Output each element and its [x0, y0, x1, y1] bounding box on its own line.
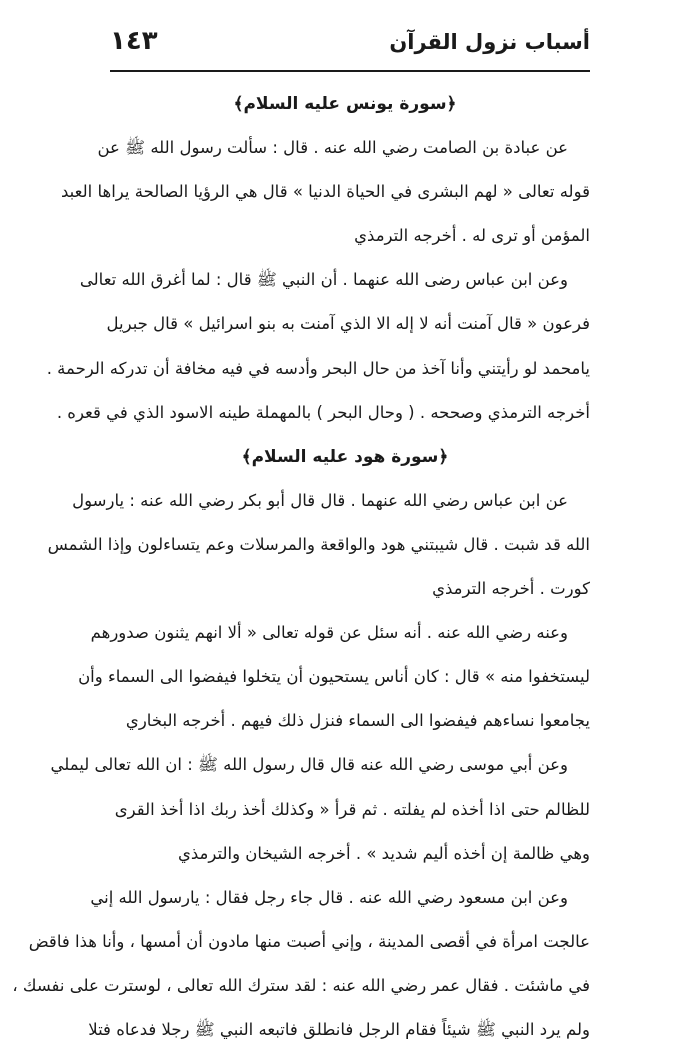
text-line: وعن ابن مسعود رضي الله عنه . قال جاء رجل فقال : يارسول الله إني	[90, 887, 568, 907]
header-divider	[110, 70, 590, 72]
text-line: عن ابن عباس رضي الله عنهما . قال قال أبو بكر رضي الله عنه : يارسول	[72, 490, 568, 510]
text-line: وعن ابن عباس رضى الله عنهما . أن النبي ﷺ قال : لما أغرق الله تعالى	[79, 270, 568, 290]
text-line: وعنه رضي الله عنه . أنه سئل عن قوله تعالى « ألا انهم يثنون صدورهم	[90, 623, 568, 643]
text-line: كورت . أخرجه الترمذي	[432, 579, 590, 599]
text-line: ليستخفوا منه » قال : كان أناس يستحيون أن يتخلوا فيفضوا الى السماء وأن	[78, 667, 590, 687]
text-line: ولم يرد النبي ﷺ شيئاً فقام الرجل فانطلق فاتبعه النبي ﷺ رجلا فدعاه فتلا	[88, 1019, 590, 1039]
text-line: وعن أبي موسى رضي الله عنه قال قال رسول الله ﷺ : ان الله تعالى ليملي	[50, 755, 568, 775]
page-number: ١٤٣	[110, 26, 158, 56]
text-line: للظالم حتى اذا أخذه لم يفلته . ثم قرأ « وكذلك أخذ ربك اذا أخذ القرى	[114, 799, 590, 819]
text-line: يامحمد لو رأيتني وأنا آخذ من حال البحر وأدسه في فيه مخافة أن تدركه الرحمة .	[46, 358, 590, 378]
text-line: عالجت امرأة في أقصى المدينة ، وإني أصبت منها مادون أن أمسها ، وأنا هذا فاقض	[28, 931, 590, 951]
text-line: يجامعوا نساءهم فيفضوا الى السماء فنزل ذلك فيهم . أخرجه البخاري	[125, 711, 590, 731]
text-line: قوله تعالى « لهم البشرى في الحياة الدنيا » قال هي الرؤيا الصالحة يراها العبد	[61, 182, 590, 202]
text-line: الله قد شبت . قال شيبتني هود والواقعة والمرسلات وعم يتساءلون وإذا الشمس	[47, 534, 590, 554]
surah-heading: ﴿سورة يونس عليه السلام﴾	[233, 94, 457, 114]
text-line: وهي ظالمة إن أخذه أليم شديد » . أخرجه الشيخان والترمذي	[177, 843, 590, 863]
text-line: أخرجه الترمذي وصححه . ( وحال البحر ) بالمهملة طينه الاسود الذي في قعره .	[56, 402, 590, 422]
book-title: أسباب نزول القرآن	[389, 30, 590, 54]
body-text	[12, 82, 590, 1052]
surah-heading: ﴿سورة هود عليه السلام﴾	[241, 446, 449, 467]
text-line: فرعون « قال آمنت أنه لا إله الا الذي آمنت به بنو اسرائيل » قال جبريل	[106, 314, 590, 334]
text-line: عن عبادة بن الصامت رضي الله عنه . قال : سألت رسول الله ﷺ عن	[97, 138, 568, 158]
text-line: في ماشئت . فقال عمر رضي الله عنه : لقد سترك الله تعالى ، لوسترت على نفسك ،	[12, 975, 590, 995]
running-header	[110, 22, 590, 66]
text-line: المؤمن أو ترى له . أخرجه الترمذي	[354, 226, 590, 246]
